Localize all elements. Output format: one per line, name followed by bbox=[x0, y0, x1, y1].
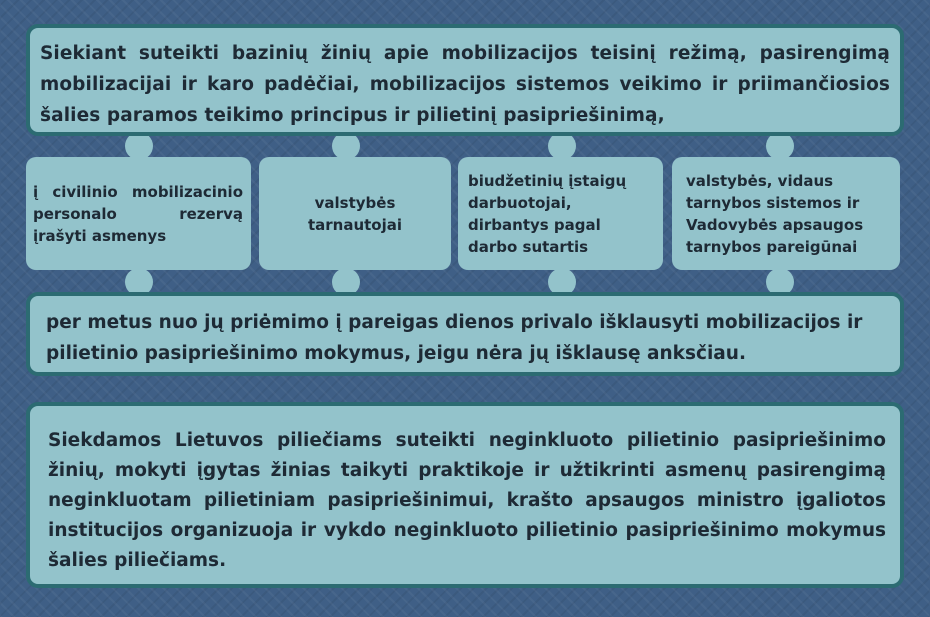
purpose-text: Siekiant suteikti bazinių žinių apie mobilizacijos teisinį režimą, pasirengimą mobilizacijai ir karo padėčiai, mobilizacijos sistemos veikimo ir priimančiosios šalies paramos teikimo principus ir pilietinį pasipriešinimą, bbox=[40, 43, 890, 126]
connector-dot bbox=[548, 132, 576, 160]
civil-resistance-text: Siekdamos Lietuvos piliečiams suteikti neginkluoto pilietinio pasipriešinimo žinių, mokyti įgytas žinias taikyti praktikoje ir užtikrinti asmenų pasirengimą neginkluotam pilietiniam pasipriešinimui, krašto apsaugos ministro įgaliotos institucijos organizuoja ir vykdo neginkluoto pilietinio pasipriešinimo mokymus šalies piliečiams. bbox=[48, 430, 886, 571]
category-box-budget-employees bbox=[458, 157, 663, 270]
civil-resistance-box bbox=[26, 402, 904, 588]
purpose-box bbox=[26, 24, 904, 136]
connector-dot bbox=[332, 132, 360, 160]
obligation-text: per metus nuo jų priėmimo į pareigas dienos privalo išklausyti mobilizacijos ir pilietinio pasipriešinimo mokymus, jeigu nėra jų išklausę anksčiau. bbox=[46, 312, 863, 364]
connector-dot bbox=[125, 132, 153, 160]
obligation-box bbox=[26, 292, 904, 376]
category-label: valstybės tarnautojai bbox=[307, 193, 403, 234]
category-box-civil-servants bbox=[259, 157, 451, 270]
category-label: valstybės, vidaus tarnybos sistemos ir Vadovybės apsaugos tarnybos pareigūnai bbox=[686, 171, 864, 256]
category-label: į civilinio mobilizacinio personalo rezervą įrašyti asmenys bbox=[33, 182, 243, 245]
category-box-officers bbox=[672, 157, 900, 270]
connector-dot bbox=[766, 132, 794, 160]
category-label: biudžetinių įstaigų darbuotojai, dirbantys pagal darbo sutartis bbox=[468, 171, 627, 256]
category-box-reserve bbox=[26, 157, 251, 270]
